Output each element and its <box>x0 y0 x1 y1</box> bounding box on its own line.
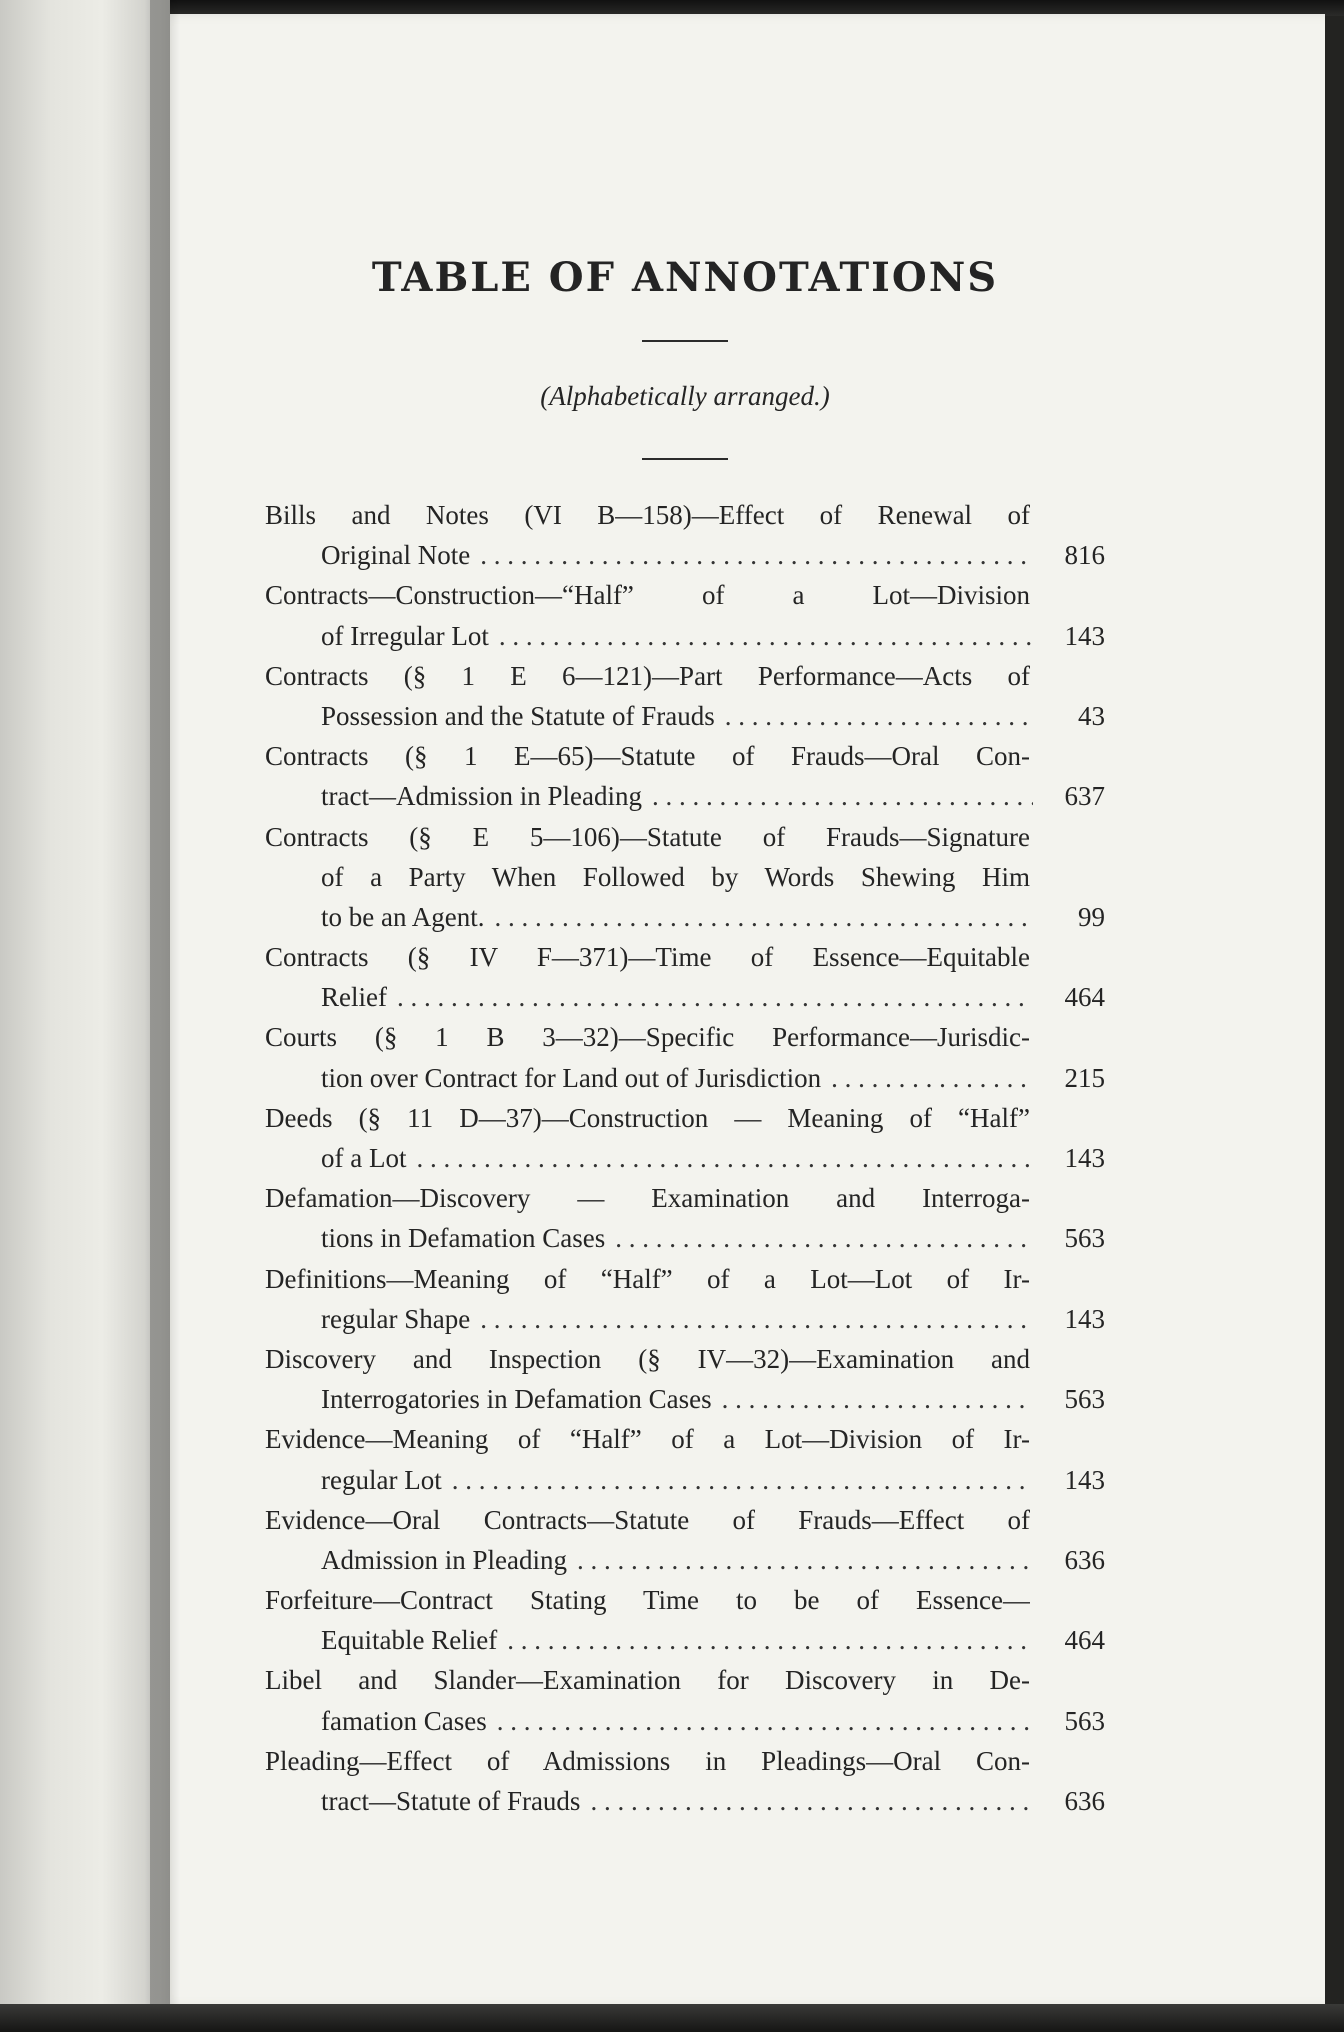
entry-text: Forfeiture—Contract Stating Time to be of Essence— <box>265 1585 1030 1616</box>
entry-final-line <box>265 1058 1105 1098</box>
entry-text: Bills and Notes (VI B—158)—Effect of Renewal of <box>265 500 1030 530</box>
entry-text: Evidence—Meaning of “Half” of a Lot—Division of Ir- <box>265 1424 1030 1455</box>
entry-text: tract—Admission in Pleading <box>321 781 642 812</box>
entry-text: Courts (§ 1 B 3—32)—Specific Performance—Jurisdic- <box>265 1022 1030 1053</box>
annotation-entry <box>265 1419 1105 1499</box>
entry-heading-line <box>265 736 1030 776</box>
entry-heading-line <box>265 1660 1030 1700</box>
annotation-entry <box>265 1660 1105 1740</box>
entry-heading-line <box>265 1580 1030 1620</box>
dot-leader <box>507 1620 1033 1660</box>
annotation-entry <box>265 1098 1105 1178</box>
entry-text: tion over Contract for Land out of Jurisdiction <box>321 1062 822 1093</box>
entry-final-line <box>265 1540 1105 1580</box>
page-number: 143 <box>1064 1303 1105 1334</box>
dot-leader <box>480 535 1033 575</box>
entry-text: Contracts (§ E 5—106)—Statute of Frauds—Signature <box>265 821 1030 852</box>
dot-leader <box>590 1781 1033 1821</box>
page-number: 43 <box>1078 700 1105 731</box>
page-title: TABLE OF ANNOTATIONS <box>371 254 999 301</box>
page-number: 464 <box>1064 1625 1105 1656</box>
entry-text: Contracts (§ 1 E—65)—Statute of Frauds—Oral Con- <box>265 741 1030 772</box>
page-number: 816 <box>1064 540 1105 571</box>
page-subtitle: (Alphabetically arranged.) <box>540 381 830 411</box>
entry-heading-line <box>265 1500 1030 1540</box>
entry-final-line <box>265 1138 1105 1178</box>
dot-leader <box>497 1701 1033 1741</box>
annotation-entry <box>265 736 1105 816</box>
entry-final-line <box>265 1620 1105 1660</box>
entry-heading-line <box>265 1259 1030 1299</box>
annotation-entry <box>265 937 1105 1017</box>
entry-text: Contracts—Construction—“Half” of a Lot—Division <box>265 580 1030 611</box>
annotation-entry <box>265 656 1105 736</box>
entry-text: famation Cases <box>321 1705 487 1736</box>
entry-heading-line <box>265 1098 1030 1138</box>
entry-text: Deeds (§ 11 D—37)—Construction — Meaning of “Half” <box>265 1102 1030 1133</box>
entry-final-line <box>265 1299 1105 1339</box>
subtitle-rule <box>642 458 728 460</box>
entry-text: Original Note <box>321 540 471 571</box>
annotation-entry <box>265 1580 1105 1660</box>
entry-text: tions in Defamation Cases <box>321 1223 606 1254</box>
facing-page-edge <box>0 0 170 2032</box>
entry-text: of a Lot <box>321 1143 407 1173</box>
entry-text: tract—Statute of Frauds <box>321 1786 581 1816</box>
dot-leader <box>725 696 1033 736</box>
entry-heading-line <box>265 495 1030 535</box>
entry-final-line <box>265 1460 1105 1500</box>
entry-text: Equitable Relief <box>321 1625 498 1656</box>
annotation-entry <box>265 575 1105 655</box>
annotation-list <box>265 495 1105 1821</box>
annotation-entry <box>265 817 1105 938</box>
page-number: 563 <box>1064 1223 1105 1254</box>
entry-text: Contracts (§ IV F—371)—Time of Essence—Equitable <box>265 942 1030 973</box>
annotation-entry <box>265 1017 1105 1097</box>
entry-heading-line <box>265 575 1030 615</box>
entry-heading-line <box>265 1017 1030 1057</box>
dot-leader <box>722 1379 1033 1419</box>
page-number: 636 <box>1064 1544 1105 1575</box>
entry-heading-line <box>265 1741 1030 1781</box>
entry-text: of a Party When Followed by Words Shewing Him <box>321 861 1030 892</box>
entry-final-line <box>265 1781 1105 1821</box>
dot-leader <box>499 616 1033 656</box>
entry-text: Evidence—Oral Contracts—Statute of Frauds—Effect of <box>265 1504 1030 1535</box>
page-number: 99 <box>1078 901 1105 932</box>
dot-leader <box>831 1058 1033 1098</box>
entry-text: Pleading—Effect of Admissions in Pleadings—Oral Con- <box>265 1745 1030 1776</box>
entry-final-line <box>265 1218 1105 1258</box>
dot-leader <box>452 1460 1033 1500</box>
page-number: 563 <box>1064 1705 1105 1736</box>
entry-final-line <box>265 1701 1105 1741</box>
page-number: 143 <box>1064 1143 1105 1173</box>
entry-text: Defamation—Discovery — Examination and Interroga- <box>265 1183 1030 1214</box>
entry-final-line <box>265 1379 1105 1419</box>
dot-leader <box>494 897 1033 937</box>
entry-final-line <box>265 776 1105 816</box>
annotation-entry <box>265 1259 1105 1339</box>
entry-final-line <box>265 897 1105 937</box>
entry-text: Contracts (§ 1 E 6—121)—Part Performance—Acts of <box>265 660 1030 691</box>
entry-heading-line <box>265 937 1030 977</box>
entry-heading-line <box>265 1339 1030 1379</box>
entry-text: Relief <box>321 982 387 1013</box>
dot-leader <box>397 977 1033 1017</box>
entry-heading-line <box>265 1419 1030 1459</box>
entry-final-line <box>265 977 1105 1017</box>
dot-leader <box>652 776 1033 816</box>
annotation-entry <box>265 495 1105 575</box>
scan-bottom-edge <box>0 2004 1344 2032</box>
entry-final-line <box>265 696 1105 736</box>
page-number: 464 <box>1064 982 1105 1013</box>
page-number: 215 <box>1064 1062 1105 1093</box>
annotation-entry <box>265 1339 1105 1419</box>
entry-text: regular Lot <box>321 1464 442 1495</box>
entry-text: Libel and Slander—Examination for Discovery in De- <box>265 1665 1030 1696</box>
annotation-entry <box>265 1178 1105 1258</box>
dot-leader <box>577 1540 1033 1580</box>
annotation-entry <box>265 1500 1105 1580</box>
page-number: 143 <box>1064 1464 1105 1495</box>
entry-text: Admission in Pleading <box>321 1544 568 1575</box>
dot-leader <box>480 1299 1033 1339</box>
entry-text: Discovery and Inspection (§ IV—32)—Examination and <box>265 1343 1030 1374</box>
entry-final-line <box>265 535 1105 575</box>
page-number: 637 <box>1064 781 1105 812</box>
entry-heading-line <box>265 817 1030 857</box>
title-rule <box>642 340 728 342</box>
entry-heading-line <box>265 656 1030 696</box>
gutter-shadow <box>150 0 180 2032</box>
page-number: 636 <box>1064 1786 1105 1816</box>
entry-heading-line <box>265 1178 1030 1218</box>
page-number: 563 <box>1064 1384 1105 1415</box>
dot-leader <box>615 1218 1033 1258</box>
entry-continuation-line <box>265 857 1030 897</box>
page-number: 143 <box>1064 620 1105 651</box>
page-content <box>265 250 1105 1821</box>
entry-text: Possession and the Statute of Frauds <box>321 700 715 731</box>
entry-text: to be an Agent. <box>321 901 485 932</box>
dot-leader <box>416 1138 1033 1178</box>
entry-text: Definitions—Meaning of “Half” of a Lot—Lot of Ir- <box>265 1263 1030 1294</box>
entry-text: Interrogatories in Defamation Cases <box>321 1384 712 1415</box>
entry-final-line <box>265 616 1105 656</box>
entry-text: of Irregular Lot <box>321 620 489 651</box>
annotation-entry <box>265 1741 1105 1821</box>
entry-text: regular Shape <box>321 1303 471 1334</box>
